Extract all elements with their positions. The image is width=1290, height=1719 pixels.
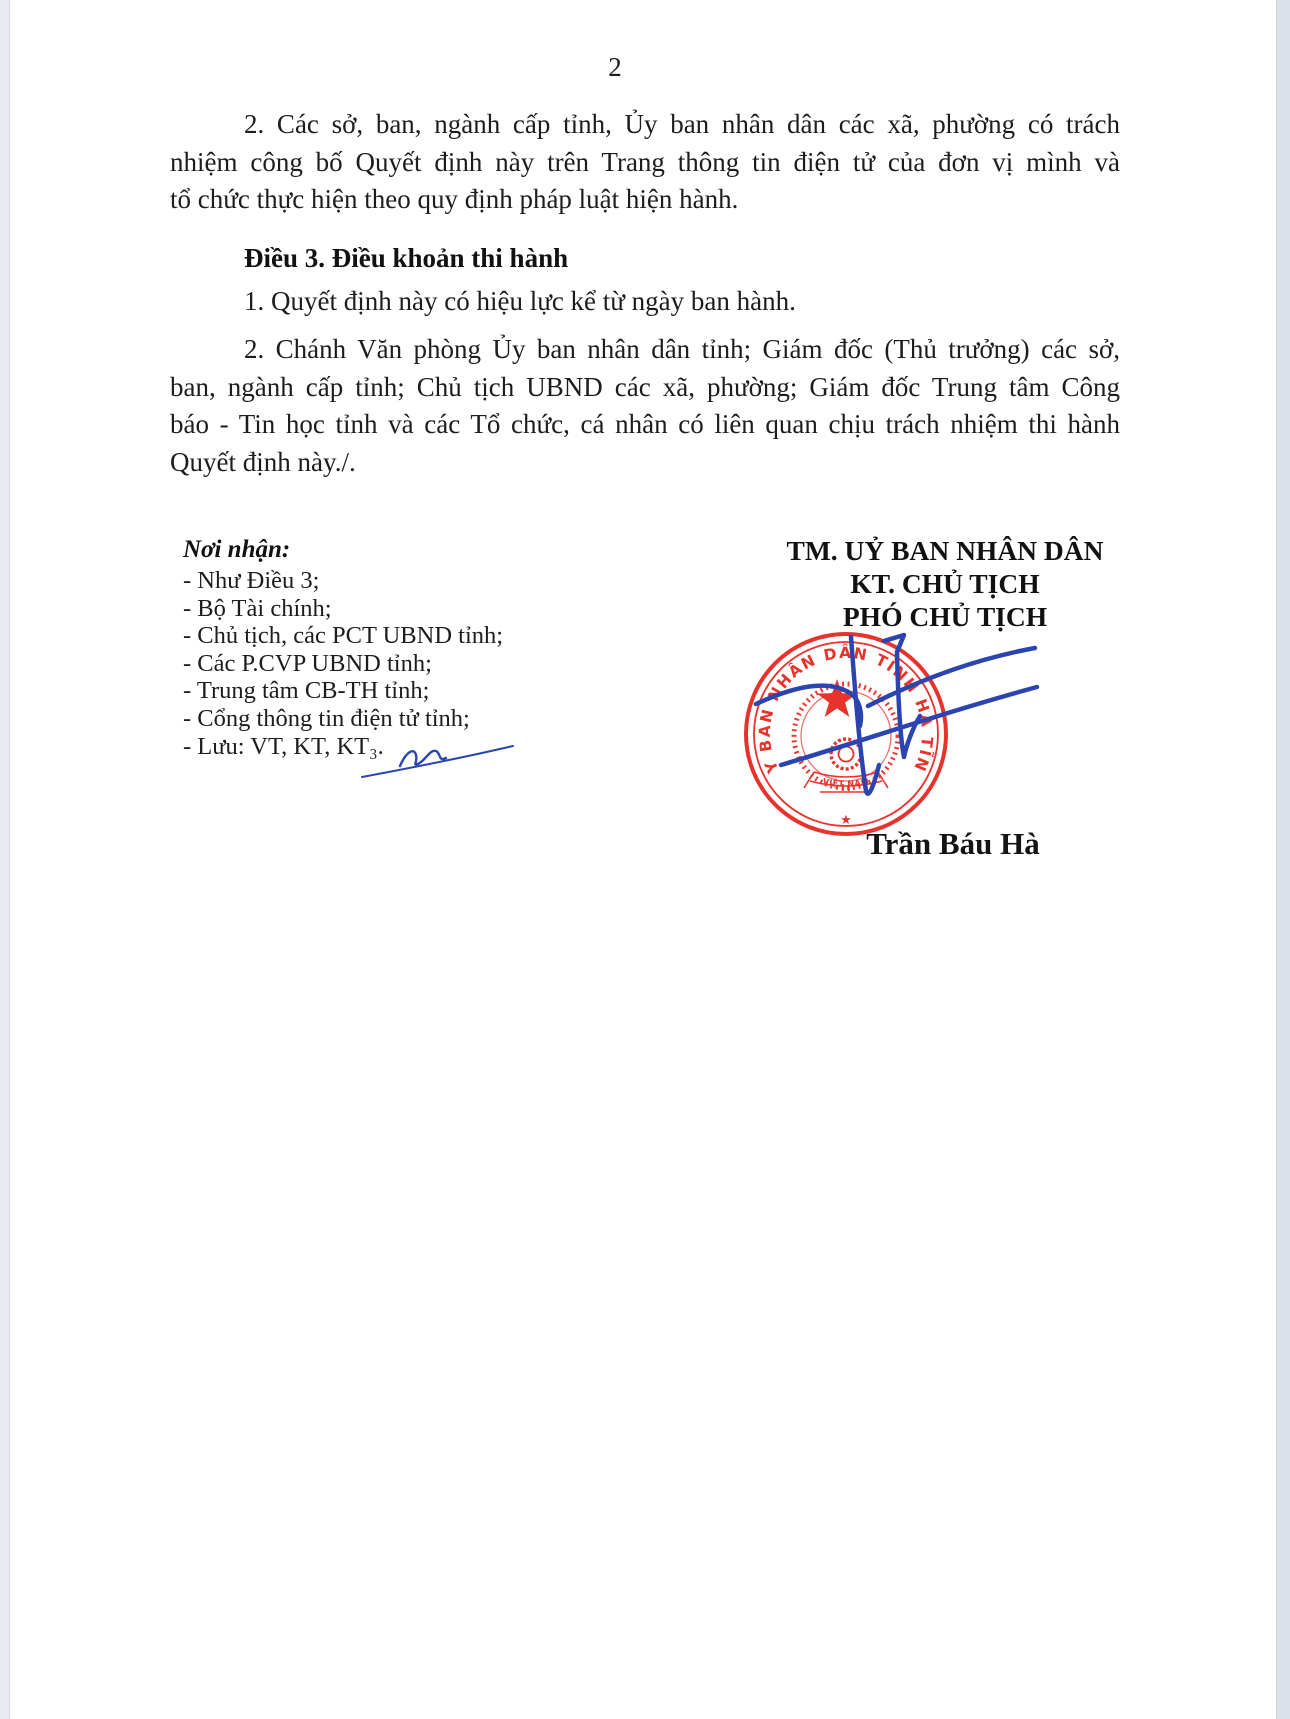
recipient-item: - Bộ Tài chính;	[183, 594, 332, 622]
title-line: PHÓ CHỦ TỊCH	[842, 601, 1048, 632]
signature-stroke-entry	[756, 686, 861, 726]
text-line: 2. Chánh Văn phòng Ủy ban nhân dân tỉnh; Giám đốc (Thủ trưởng) các sở,	[244, 334, 1120, 364]
recipient-item: - Trung tâm CB-TH tỉnh;	[183, 677, 430, 705]
recipient-item: - Cổng thông tin điện tử tỉnh;	[183, 704, 470, 732]
recipient-item: - Chủ tịch, các PCT UBND tỉnh;	[183, 622, 504, 650]
signature-stroke-sweep-lower	[781, 687, 1037, 765]
initial-paraph	[345, 735, 525, 783]
article-3-clause-2	[170, 331, 1120, 481]
recipient-item: - Lưu: VT, KT, KT₃.	[183, 732, 384, 760]
recipient-item: - Như Điều 3;	[183, 567, 320, 594]
recipients-list	[183, 567, 613, 760]
paraph-loops	[400, 751, 446, 766]
signature-stroke-tall	[851, 637, 879, 794]
text-line: Quyết định này./.	[170, 446, 356, 477]
text-line: báo - Tin học tỉnh và các Tổ chức, cá nhân có liên quan chịu trách nhiệm thi hành	[170, 409, 1120, 439]
deputy-line: KT. CHỦ TỊCH	[850, 568, 1040, 599]
emblem-banner-text: VIỆT NAM	[821, 776, 871, 789]
paragraph-item-2	[170, 106, 1120, 219]
article-3-heading: Điều 3. Điều khoản thi hành	[244, 243, 569, 273]
text-line: tổ chức thực hiện theo quy định pháp luật hiện hành.	[170, 184, 739, 214]
signature-stroke-sweep-upper	[868, 648, 1035, 706]
text-line: ban, ngành cấp tỉnh; Chủ tịch UBND các xã, phường; Giám đốc Trung tâm Công	[170, 371, 1120, 402]
scan-edge-right	[1276, 0, 1290, 1719]
recipients-label: Nơi nhận:	[183, 536, 291, 563]
text-line: nhiệm công bố Quyết định này trên Trang thông tin điện tử của đơn vị mình và	[170, 146, 1120, 177]
article-3-clause-1: 1. Quyết định này có hiệu lực kể từ ngày ban hành.	[244, 286, 796, 316]
scan-edge-left	[0, 0, 10, 1719]
recipient-item: - Các P.CVP UBND tỉnh;	[183, 649, 432, 677]
signature-ink	[700, 600, 1060, 810]
seal-ring-text: ỦY BAN NHÂN DÂN TỈNH HÀ TĨNH	[755, 644, 937, 776]
text-line: 2. Các sở, ban, ngành cấp tỉnh, Ủy ban nhân dân các xã, phường có trách	[244, 109, 1120, 139]
authority-line: TM. UỶ BAN NHÂN DÂN	[786, 535, 1104, 566]
seal-bottom-star-icon: ★	[840, 813, 852, 828]
page-number: 2	[608, 52, 622, 82]
signer-name: Trần Báu Hà	[866, 826, 1040, 861]
